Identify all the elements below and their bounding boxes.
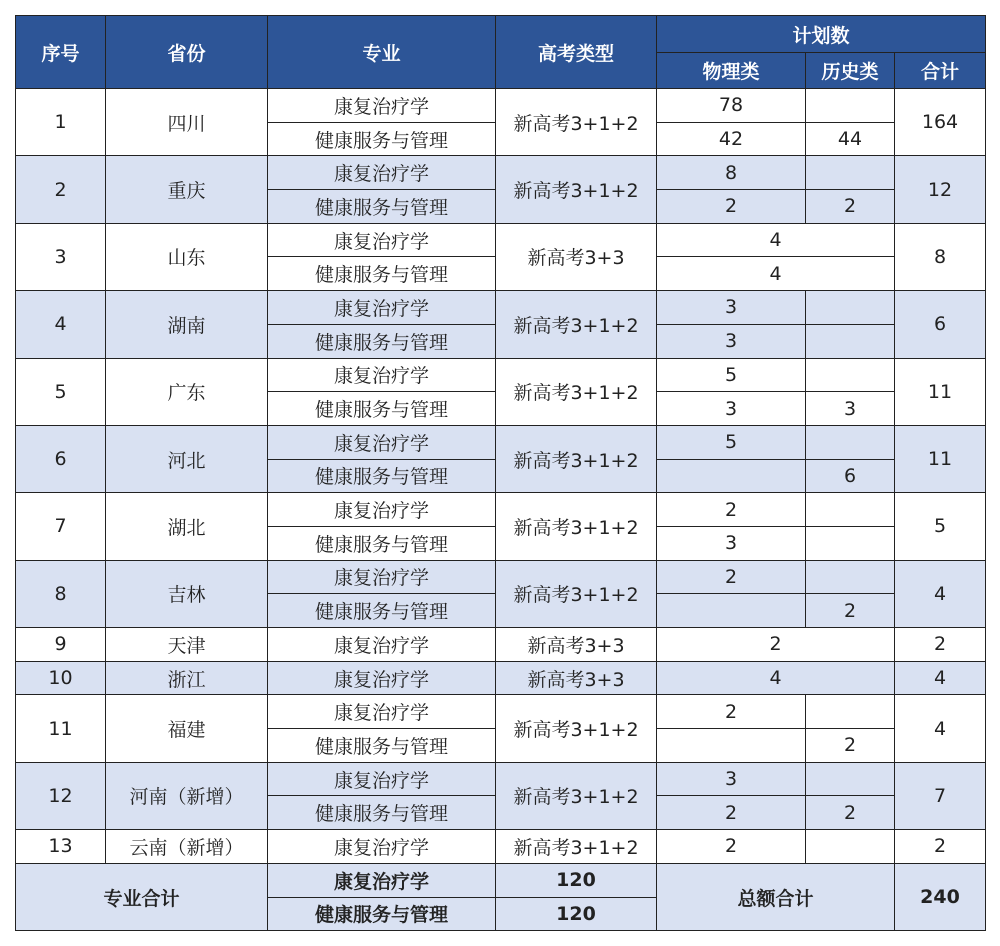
seq-cell: 10 <box>16 661 106 695</box>
seq-cell: 9 <box>16 628 106 662</box>
major-total-label: 专业合计 <box>16 863 268 930</box>
history-cell <box>806 695 895 729</box>
seq-cell: 5 <box>16 358 106 425</box>
province-cell: 云南（新增） <box>106 830 268 864</box>
province-cell: 浙江 <box>106 661 268 695</box>
major-cell: 健康服务与管理 <box>268 392 496 426</box>
province-cell: 河北 <box>106 425 268 492</box>
header-province: 省份 <box>106 16 268 89</box>
header-physics: 物理类 <box>657 53 806 89</box>
plan-combined-cell: 2 <box>657 628 895 662</box>
province-cell: 山东 <box>106 223 268 290</box>
history-cell: 2 <box>806 594 895 628</box>
physics-cell: 3 <box>657 392 806 426</box>
table-row <box>16 628 986 662</box>
history-cell <box>806 560 895 594</box>
plan-combined-cell: 4 <box>657 223 895 257</box>
header-major: 专业 <box>268 16 496 89</box>
major-cell: 康复治疗学 <box>268 358 496 392</box>
total-cell: 2 <box>895 628 986 662</box>
summary-major-name: 康复治疗学 <box>268 863 496 897</box>
exam-type-cell: 新高考3+3 <box>496 661 657 695</box>
enrollment-plan-table <box>15 15 986 931</box>
plan-combined-cell: 4 <box>657 661 895 695</box>
physics-cell: 5 <box>657 358 806 392</box>
table-body <box>16 89 986 931</box>
total-cell: 11 <box>895 358 986 425</box>
total-cell: 8 <box>895 223 986 290</box>
table-row <box>16 695 986 729</box>
exam-type-cell: 新高考3+1+2 <box>496 762 657 829</box>
major-cell: 康复治疗学 <box>268 291 496 325</box>
total-cell: 4 <box>895 560 986 627</box>
total-cell: 4 <box>895 695 986 762</box>
table-row <box>16 830 986 864</box>
province-cell: 河南（新增） <box>106 762 268 829</box>
history-cell <box>806 156 895 190</box>
history-cell <box>806 324 895 358</box>
major-cell: 健康服务与管理 <box>268 122 496 156</box>
table-row <box>16 560 986 594</box>
total-cell: 2 <box>895 830 986 864</box>
exam-type-cell: 新高考3+1+2 <box>496 493 657 560</box>
province-cell: 吉林 <box>106 560 268 627</box>
physics-cell: 8 <box>657 156 806 190</box>
physics-cell: 2 <box>657 493 806 527</box>
history-cell <box>806 358 895 392</box>
table-header <box>16 16 986 89</box>
physics-cell: 3 <box>657 324 806 358</box>
physics-cell: 2 <box>657 190 806 224</box>
history-cell <box>806 762 895 796</box>
header-history: 历史类 <box>806 53 895 89</box>
exam-type-cell: 新高考3+3 <box>496 223 657 290</box>
exam-type-cell: 新高考3+1+2 <box>496 425 657 492</box>
physics-cell: 3 <box>657 291 806 325</box>
major-cell: 康复治疗学 <box>268 762 496 796</box>
physics-cell: 5 <box>657 425 806 459</box>
summary-major-name: 健康服务与管理 <box>268 897 496 931</box>
history-cell <box>806 830 895 864</box>
total-cell: 6 <box>895 291 986 358</box>
total-cell: 11 <box>895 425 986 492</box>
summary-major-count: 120 <box>496 897 657 931</box>
history-cell: 6 <box>806 459 895 493</box>
major-cell: 康复治疗学 <box>268 628 496 662</box>
history-cell <box>806 526 895 560</box>
major-cell: 康复治疗学 <box>268 560 496 594</box>
physics-cell: 78 <box>657 89 806 123</box>
major-cell: 健康服务与管理 <box>268 526 496 560</box>
total-cell: 164 <box>895 89 986 156</box>
major-cell: 健康服务与管理 <box>268 257 496 291</box>
exam-type-cell: 新高考3+1+2 <box>496 156 657 223</box>
table-row <box>16 425 986 459</box>
header-total: 合计 <box>895 53 986 89</box>
total-cell: 4 <box>895 661 986 695</box>
physics-cell: 2 <box>657 695 806 729</box>
header-seq: 序号 <box>16 16 106 89</box>
grand-total-value: 240 <box>895 863 986 930</box>
physics-cell: 2 <box>657 830 806 864</box>
history-cell: 3 <box>806 392 895 426</box>
exam-type-cell: 新高考3+1+2 <box>496 695 657 762</box>
major-cell: 康复治疗学 <box>268 89 496 123</box>
seq-cell: 12 <box>16 762 106 829</box>
table-row <box>16 762 986 796</box>
history-cell <box>806 425 895 459</box>
physics-cell <box>657 459 806 493</box>
history-cell: 2 <box>806 796 895 830</box>
table-row <box>16 493 986 527</box>
major-cell: 健康服务与管理 <box>268 729 496 763</box>
summary-major-count: 120 <box>496 863 657 897</box>
history-cell: 2 <box>806 729 895 763</box>
table-row <box>16 156 986 190</box>
seq-cell: 13 <box>16 830 106 864</box>
major-cell: 健康服务与管理 <box>268 190 496 224</box>
physics-cell: 2 <box>657 796 806 830</box>
physics-cell: 2 <box>657 560 806 594</box>
physics-cell <box>657 594 806 628</box>
physics-cell: 42 <box>657 122 806 156</box>
exam-type-cell: 新高考3+1+2 <box>496 560 657 627</box>
province-cell: 福建 <box>106 695 268 762</box>
seq-cell: 7 <box>16 493 106 560</box>
major-cell: 康复治疗学 <box>268 156 496 190</box>
major-cell: 康复治疗学 <box>268 830 496 864</box>
physics-cell: 3 <box>657 526 806 560</box>
seq-cell: 11 <box>16 695 106 762</box>
header-exam-type: 高考类型 <box>496 16 657 89</box>
province-cell: 湖南 <box>106 291 268 358</box>
grand-total-label: 总额合计 <box>657 863 895 930</box>
history-cell <box>806 291 895 325</box>
plan-combined-cell: 4 <box>657 257 895 291</box>
major-cell: 健康服务与管理 <box>268 594 496 628</box>
history-cell: 44 <box>806 122 895 156</box>
header-plan-count: 计划数 <box>657 16 986 53</box>
province-cell: 湖北 <box>106 493 268 560</box>
seq-cell: 8 <box>16 560 106 627</box>
summary-row <box>16 863 986 897</box>
table-row <box>16 223 986 257</box>
exam-type-cell: 新高考3+1+2 <box>496 291 657 358</box>
history-cell <box>806 493 895 527</box>
total-cell: 7 <box>895 762 986 829</box>
physics-cell: 3 <box>657 762 806 796</box>
table-row <box>16 358 986 392</box>
seq-cell: 1 <box>16 89 106 156</box>
major-cell: 康复治疗学 <box>268 695 496 729</box>
major-cell: 健康服务与管理 <box>268 324 496 358</box>
major-cell: 康复治疗学 <box>268 493 496 527</box>
exam-type-cell: 新高考3+3 <box>496 628 657 662</box>
total-cell: 12 <box>895 156 986 223</box>
seq-cell: 2 <box>16 156 106 223</box>
seq-cell: 4 <box>16 291 106 358</box>
seq-cell: 3 <box>16 223 106 290</box>
exam-type-cell: 新高考3+1+2 <box>496 358 657 425</box>
major-cell: 康复治疗学 <box>268 661 496 695</box>
history-cell <box>806 89 895 123</box>
table-row <box>16 661 986 695</box>
major-cell: 康复治疗学 <box>268 223 496 257</box>
province-cell: 四川 <box>106 89 268 156</box>
major-cell: 健康服务与管理 <box>268 796 496 830</box>
seq-cell: 6 <box>16 425 106 492</box>
table-row <box>16 291 986 325</box>
exam-type-cell: 新高考3+1+2 <box>496 89 657 156</box>
table-row <box>16 89 986 123</box>
province-cell: 重庆 <box>106 156 268 223</box>
physics-cell <box>657 729 806 763</box>
province-cell: 天津 <box>106 628 268 662</box>
total-cell: 5 <box>895 493 986 560</box>
exam-type-cell: 新高考3+1+2 <box>496 830 657 864</box>
major-cell: 健康服务与管理 <box>268 459 496 493</box>
province-cell: 广东 <box>106 358 268 425</box>
major-cell: 康复治疗学 <box>268 425 496 459</box>
history-cell: 2 <box>806 190 895 224</box>
